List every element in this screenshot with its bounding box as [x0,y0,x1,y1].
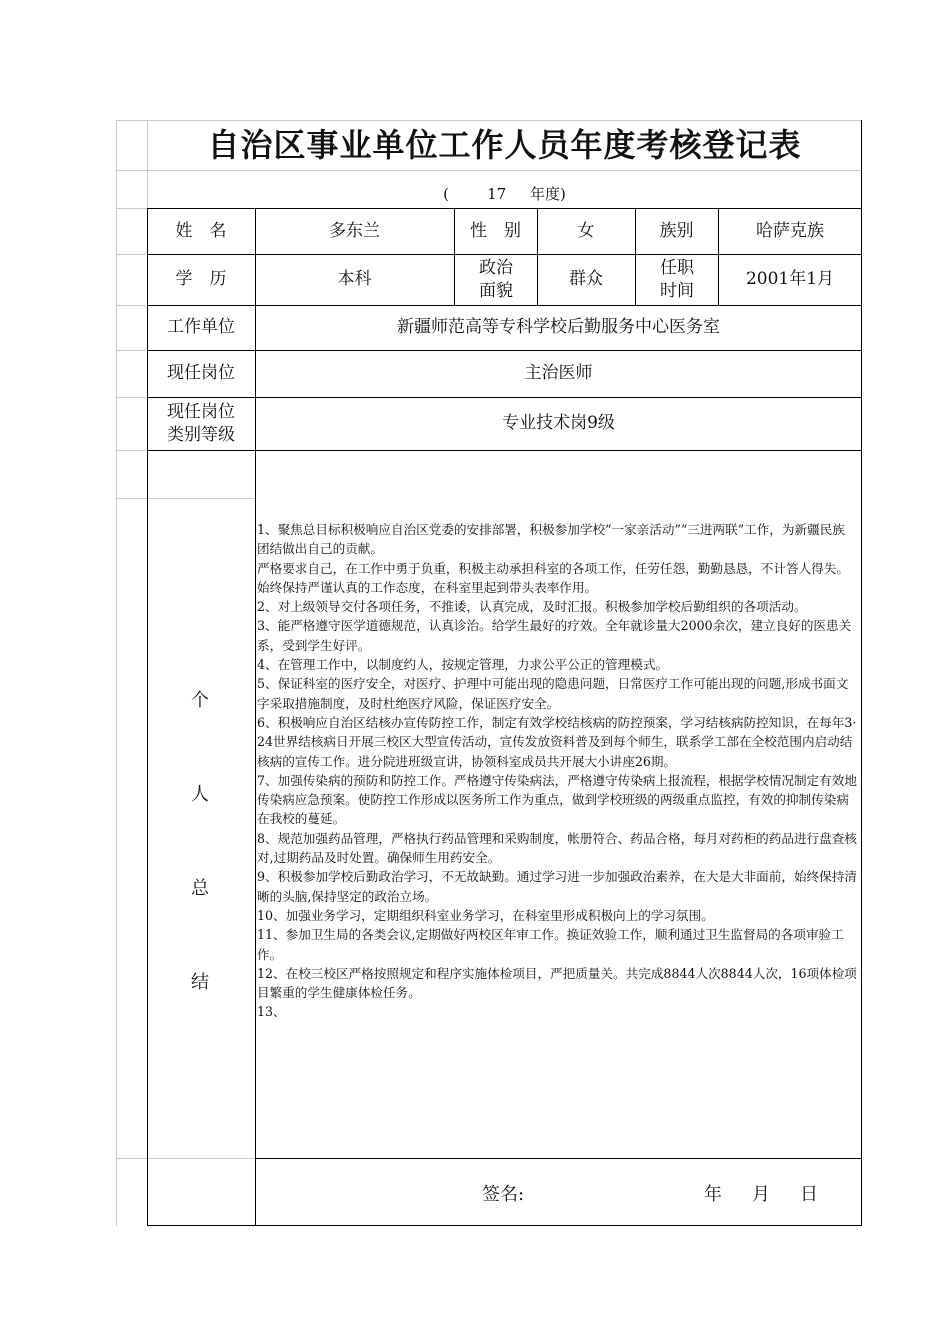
summary-line: 9、积极参加学校后勤政治学习，不无故缺勤。通过学习进一步加强政治素养，在大是大非面前，始终保持清晰的头脑,保持坚定的政治立场。 [257,869,857,904]
signature-year: 年 [704,1184,722,1205]
summary-line: 严格要求自己，在工作中勇于负重，积极主动承担科室的各项工作，任劳任怨，勤勤恳恳，不计答人得失。始终保持严谨认真的工作态度，在科室里起到带头表率作用。 [257,560,849,595]
name-value: 多东兰 [329,220,380,241]
name-label: 姓 名 [175,220,227,241]
summary-label-char: 个 [191,690,209,711]
position-label: 现任岗位 [167,363,235,384]
personal-summary [257,520,857,1022]
political-value: 群众 [569,269,603,290]
tenure-label: 任职时间 [660,258,694,301]
tenure-value: 2001年1月 [745,269,835,290]
grade-label: 现任岗位类别等级 [167,402,235,445]
summary-label-char: 结 [191,972,209,993]
ethnicity-label: 族别 [659,220,694,241]
summary-label-char: 总 [191,878,209,899]
summary-line: 7、加强传染病的预防和防控工作。严格遵守传染病法，严格遵守传染病上报流程，根据学校情况制定有效地传染病应急预案。使防控工作形成以医务所工作为重点，做到学校班级的两级重点监控，有效的抑制传染病在我校的蔓延。 [257,772,857,827]
summary-line: 3、能严格遵守医学道德规范，认真诊治。给学生最好的疗效。全年就诊量大2000余次，建立良好的医患关系，受到学生好评。 [257,618,852,653]
grade-value: 专业技术岗9级 [502,413,615,434]
summary-label-char: 人 [191,784,209,805]
signature-label: 签名: [482,1184,525,1205]
summary-line: 1、聚焦总目标积极响应自治区党委的安排部署，积极参加学校“一家亲活动”“三进两联”工作，为新疆民族团结做出自己的贡献。 [257,522,845,557]
summary-line: 2、对上级领导交付各项任务，不推诿，认真完成，及时汇报。积极参加学校后勤组织的各项活动。 [257,599,807,615]
assessment-form [116,120,862,1226]
gender-label: 性 别 [470,220,521,241]
position-value: 主治医师 [524,363,593,384]
summary-line: 6、积极响应自治区结核办宣传防控工作，制定有效学校结核病的防控预案，学习结核病防控知识，在每年3·24世界结核病日开展三校区大型宣传活动，宣传发放资料普及到每个师生，联系学工部在全校范围内启动结核病的宣传工作。进分院进班级宣讲，协领科室成员共开展大小讲座26期。 [257,714,857,769]
education-value: 本科 [337,269,372,290]
summary-line: 12、在校三校区严格按照规定和程序实施体检项目，严把质量关。共完成8844人次8844人次，16项体检项目繁重的学生健康体检任务。 [257,965,857,1001]
workunit-label: 工作单位 [167,317,235,338]
summary-line: 13、 [257,1004,286,1020]
summary-line: 11、参加卫生局的各类会议,定期做好两校区年审工作。换证效验工作，顺利通过卫生监督局的各项审验工作。 [257,927,844,962]
summary-line: 4、在管理工作中，以制度约人，按规定管理，力求公平公正的管理模式。 [257,657,669,673]
summary-line: 8、规范加强药品管理，严格执行药品管理和采购制度，帐册符合、药品合格，每月对药柜的药品进行盘查核对,过期药品及时处置。确保师生用药安全。 [257,830,857,866]
workunit-value: 新疆师范高等专科学校后勤服务中心医务室 [397,317,720,338]
summary-line: 10、加强业务学习，定期组织科室业务学习，在科室里形成积极向上的学习氛围。 [257,907,714,923]
gender-value: 女 [577,220,595,241]
ethnicity-value: 哈萨克族 [756,220,824,241]
year-line: ( 17 年度) [443,185,566,204]
signature-day: 日 [800,1184,818,1205]
education-label: 学 历 [175,269,227,290]
summary-line: 5、保证科室的医疗安全，对医疗、护理中可能出现的隐患问题，日常医疗工作可能出现的问题,形成书面文字采取措施制度，及时杜绝医疗风险，保证医疗安全。 [257,676,849,711]
political-label: 政治面貌 [479,258,513,301]
signature-month: 月 [752,1184,770,1205]
form-title: 自治区事业单位工作人员年度考核登记表 [207,126,802,165]
